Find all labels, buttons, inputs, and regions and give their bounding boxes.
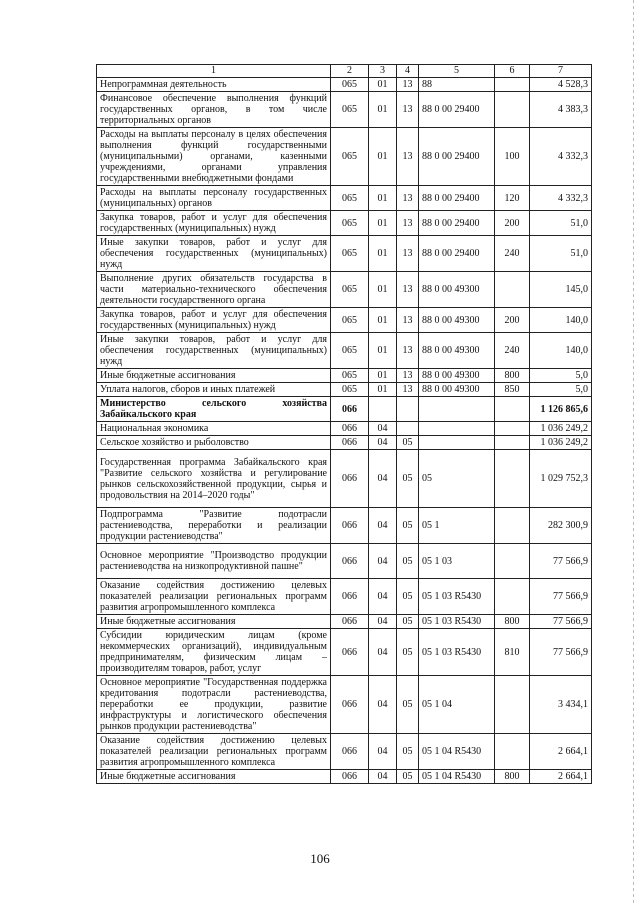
header-cell: 4 <box>397 65 419 78</box>
row-amount: 1 036 249,2 <box>530 422 592 436</box>
row-subsection: 05 <box>397 436 419 450</box>
row-target-article: 05 1 03 <box>419 544 495 579</box>
page-number: 106 <box>310 851 330 866</box>
table-row <box>97 422 592 436</box>
table-row <box>97 128 592 186</box>
header-cell: 7 <box>530 65 592 78</box>
row-expense-type <box>495 508 530 544</box>
row-code: 065 <box>331 186 369 211</box>
row-section: 04 <box>369 676 397 734</box>
row-subsection: 05 <box>397 629 419 676</box>
row-expense-type <box>495 436 530 450</box>
row-expense-type <box>495 734 530 770</box>
row-target-article: 88 0 00 49300 <box>419 383 495 397</box>
row-subsection: 13 <box>397 78 419 92</box>
row-target-article <box>419 397 495 422</box>
row-section: 04 <box>369 544 397 579</box>
row-code: 066 <box>331 629 369 676</box>
row-subsection: 13 <box>397 186 419 211</box>
row-name: Закупка товаров, работ и услуг для обеспечения государственных (муниципальных) нужд <box>97 211 331 236</box>
row-target-article: 88 0 00 29400 <box>419 211 495 236</box>
header-cell: 1 <box>97 65 331 78</box>
row-expense-type <box>495 422 530 436</box>
row-section: 04 <box>369 615 397 629</box>
row-code: 065 <box>331 383 369 397</box>
header-cell: 6 <box>495 65 530 78</box>
header-cell: 5 <box>419 65 495 78</box>
row-expense-type: 200 <box>495 211 530 236</box>
row-section: 04 <box>369 629 397 676</box>
table-row <box>97 579 592 615</box>
row-code: 066 <box>331 422 369 436</box>
row-subsection: 13 <box>397 92 419 128</box>
table-row <box>97 450 592 508</box>
row-name: Закупка товаров, работ и услуг для обеспечения государственных (муниципальных) нужд <box>97 308 331 333</box>
row-expense-type <box>495 92 530 128</box>
header-cell: 2 <box>331 65 369 78</box>
row-amount: 77 566,9 <box>530 544 592 579</box>
row-amount: 3 434,1 <box>530 676 592 734</box>
row-amount: 5,0 <box>530 369 592 383</box>
row-subsection: 13 <box>397 128 419 186</box>
row-section: 04 <box>369 508 397 544</box>
row-amount: 77 566,9 <box>530 615 592 629</box>
row-target-article <box>419 436 495 450</box>
row-name: Подпрограмма "Развитие подотрасли растениеводства, переработки и реализации продукции растениеводства" <box>97 508 331 544</box>
row-target-article: 88 0 00 29400 <box>419 92 495 128</box>
row-amount: 77 566,9 <box>530 629 592 676</box>
table-row <box>97 92 592 128</box>
row-target-article: 05 1 04 <box>419 676 495 734</box>
row-target-article: 88 <box>419 78 495 92</box>
row-name: Оказание содействия достижению целевых показателей реализации региональных программ развития агропромышленного комплекса <box>97 734 331 770</box>
row-name: Сельское хозяйство и рыболовство <box>97 436 331 450</box>
row-section: 04 <box>369 422 397 436</box>
row-section: 01 <box>369 272 397 308</box>
row-expense-type <box>495 544 530 579</box>
row-name: Выполнение других обязательств государства в части материально-технического обеспечения деятельности государственного органа <box>97 272 331 308</box>
row-code: 066 <box>331 450 369 508</box>
row-subsection: 05 <box>397 544 419 579</box>
row-subsection: 13 <box>397 236 419 272</box>
row-name: Иные закупки товаров, работ и услуг для обеспечения государственных (муниципальных) нужд <box>97 236 331 272</box>
row-target-article: 88 0 00 49300 <box>419 308 495 333</box>
row-name: Иные закупки товаров, работ и услуг для обеспечения государственных (муниципальных) нужд <box>97 333 331 369</box>
row-expense-type: 240 <box>495 333 530 369</box>
row-amount: 2 664,1 <box>530 770 592 784</box>
row-amount: 140,0 <box>530 333 592 369</box>
row-section: 04 <box>369 770 397 784</box>
row-section: 04 <box>369 450 397 508</box>
row-subsection: 05 <box>397 734 419 770</box>
row-subsection: 05 <box>397 579 419 615</box>
table-row <box>97 211 592 236</box>
row-name: Основное мероприятие "Производство продукции растениеводства на низкопродуктивной пашне" <box>97 544 331 579</box>
table-row <box>97 397 592 422</box>
row-amount: 77 566,9 <box>530 579 592 615</box>
row-code: 065 <box>331 78 369 92</box>
row-target-article: 05 1 04 R5430 <box>419 770 495 784</box>
row-target-article: 88 0 00 49300 <box>419 272 495 308</box>
table-row <box>97 236 592 272</box>
table-row <box>97 308 592 333</box>
row-name: Основное мероприятие "Государственная поддержка кредитования подотрасли растениеводства, переработки ее продукции, развитие инфраструктуры и логистического обеспечения рынков продукции растениеводства" <box>97 676 331 734</box>
row-subsection: 13 <box>397 272 419 308</box>
row-expense-type: 120 <box>495 186 530 211</box>
row-expense-type: 100 <box>495 128 530 186</box>
row-name: Национальная экономика <box>97 422 331 436</box>
row-subsection <box>397 397 419 422</box>
row-target-article: 88 0 00 29400 <box>419 128 495 186</box>
row-section: 01 <box>369 308 397 333</box>
row-code: 066 <box>331 734 369 770</box>
row-amount: 140,0 <box>530 308 592 333</box>
row-target-article: 88 0 00 29400 <box>419 236 495 272</box>
row-section: 01 <box>369 333 397 369</box>
row-code: 065 <box>331 128 369 186</box>
row-expense-type: 800 <box>495 615 530 629</box>
row-expense-type <box>495 78 530 92</box>
row-code: 065 <box>331 369 369 383</box>
row-section: 01 <box>369 78 397 92</box>
row-section: 01 <box>369 92 397 128</box>
row-section: 01 <box>369 211 397 236</box>
row-code: 065 <box>331 308 369 333</box>
row-name: Оказание содействия достижению целевых показателей реализации региональных программ развития агропромышленного комплекса <box>97 579 331 615</box>
table-row <box>97 676 592 734</box>
row-code: 065 <box>331 92 369 128</box>
row-expense-type <box>495 450 530 508</box>
row-name: Субсидии юридическим лицам (кроме некоммерческих организаций), индивидуальным предпринимателям, физическим лицам – производителям товаров, работ, услуг <box>97 629 331 676</box>
row-target-article: 05 <box>419 450 495 508</box>
row-expense-type: 800 <box>495 770 530 784</box>
row-subsection: 13 <box>397 383 419 397</box>
row-amount: 1 036 249,2 <box>530 436 592 450</box>
table-row <box>97 615 592 629</box>
row-code: 066 <box>331 508 369 544</box>
row-expense-type <box>495 272 530 308</box>
row-target-article: 88 0 00 49300 <box>419 333 495 369</box>
row-expense-type <box>495 579 530 615</box>
row-target-article: 05 1 03 R5430 <box>419 629 495 676</box>
row-amount: 1 029 752,3 <box>530 450 592 508</box>
row-section: 01 <box>369 236 397 272</box>
row-section: 01 <box>369 128 397 186</box>
row-expense-type: 800 <box>495 369 530 383</box>
budget-table <box>96 64 592 784</box>
row-section: 01 <box>369 383 397 397</box>
table-row <box>97 186 592 211</box>
row-code: 066 <box>331 615 369 629</box>
row-subsection: 13 <box>397 308 419 333</box>
row-name: Иные бюджетные ассигнования <box>97 615 331 629</box>
row-amount: 1 126 865,6 <box>530 397 592 422</box>
row-code: 065 <box>331 333 369 369</box>
row-expense-type: 850 <box>495 383 530 397</box>
row-code: 066 <box>331 436 369 450</box>
row-amount: 145,0 <box>530 272 592 308</box>
row-name: Непрограммная деятельность <box>97 78 331 92</box>
row-subsection: 13 <box>397 211 419 236</box>
row-name: Иные бюджетные ассигнования <box>97 770 331 784</box>
row-name: Министерство сельского хозяйства Забайкальского края <box>97 397 331 422</box>
table-row <box>97 333 592 369</box>
row-section: 01 <box>369 369 397 383</box>
row-target-article: 05 1 03 R5430 <box>419 579 495 615</box>
table-row <box>97 544 592 579</box>
row-amount: 51,0 <box>530 211 592 236</box>
row-subsection: 05 <box>397 450 419 508</box>
row-target-article <box>419 422 495 436</box>
row-amount: 2 664,1 <box>530 734 592 770</box>
row-subsection: 05 <box>397 615 419 629</box>
row-code: 066 <box>331 770 369 784</box>
row-code: 065 <box>331 272 369 308</box>
row-subsection: 05 <box>397 508 419 544</box>
row-subsection: 13 <box>397 369 419 383</box>
row-name: Уплата налогов, сборов и иных платежей <box>97 383 331 397</box>
row-code: 065 <box>331 211 369 236</box>
row-subsection: 05 <box>397 676 419 734</box>
row-expense-type <box>495 397 530 422</box>
row-target-article: 05 1 04 R5430 <box>419 734 495 770</box>
row-section: 04 <box>369 734 397 770</box>
table-row <box>97 436 592 450</box>
row-code: 066 <box>331 544 369 579</box>
row-amount: 4 383,3 <box>530 92 592 128</box>
row-section <box>369 397 397 422</box>
row-amount: 4 528,3 <box>530 78 592 92</box>
row-code: 065 <box>331 236 369 272</box>
row-expense-type: 200 <box>495 308 530 333</box>
row-name: Государственная программа Забайкальского края "Развитие сельского хозяйства и регулирование рынков сельскохозяйственной продукции, сырья и продовольствия на 2014–2020 годы" <box>97 450 331 508</box>
row-name: Расходы на выплаты персоналу в целях обеспечения выполнения функций государственными (муниципальными) органами, казенными учреждениями, органами управления государственными внебюджетными фондами <box>97 128 331 186</box>
table-row <box>97 272 592 308</box>
row-amount: 5,0 <box>530 383 592 397</box>
row-expense-type: 810 <box>495 629 530 676</box>
row-subsection: 13 <box>397 333 419 369</box>
row-section: 01 <box>369 186 397 211</box>
row-target-article: 88 0 00 29400 <box>419 186 495 211</box>
row-amount: 4 332,3 <box>530 128 592 186</box>
row-amount: 282 300,9 <box>530 508 592 544</box>
row-amount: 51,0 <box>530 236 592 272</box>
header-cell: 3 <box>369 65 397 78</box>
row-target-article: 05 1 <box>419 508 495 544</box>
row-amount: 4 332,3 <box>530 186 592 211</box>
row-subsection <box>397 422 419 436</box>
row-name: Иные бюджетные ассигнования <box>97 369 331 383</box>
table-row <box>97 629 592 676</box>
row-code: 066 <box>331 676 369 734</box>
table-row <box>97 508 592 544</box>
row-section: 04 <box>369 579 397 615</box>
row-target-article: 88 0 00 49300 <box>419 369 495 383</box>
row-name: Расходы на выплаты персоналу государственных (муниципальных) органов <box>97 186 331 211</box>
row-expense-type <box>495 676 530 734</box>
table-row <box>97 383 592 397</box>
header-row <box>97 65 592 78</box>
table-row <box>97 78 592 92</box>
row-name: Финансовое обеспечение выполнения функций государственных органов, в том числе территориальных органов <box>97 92 331 128</box>
row-subsection: 05 <box>397 770 419 784</box>
page-edge <box>633 0 634 905</box>
row-target-article: 05 1 03 R5430 <box>419 615 495 629</box>
row-section: 04 <box>369 436 397 450</box>
row-code: 066 <box>331 579 369 615</box>
table-row <box>97 734 592 770</box>
row-expense-type: 240 <box>495 236 530 272</box>
table-row <box>97 770 592 784</box>
table-row <box>97 369 592 383</box>
row-code: 066 <box>331 397 369 422</box>
